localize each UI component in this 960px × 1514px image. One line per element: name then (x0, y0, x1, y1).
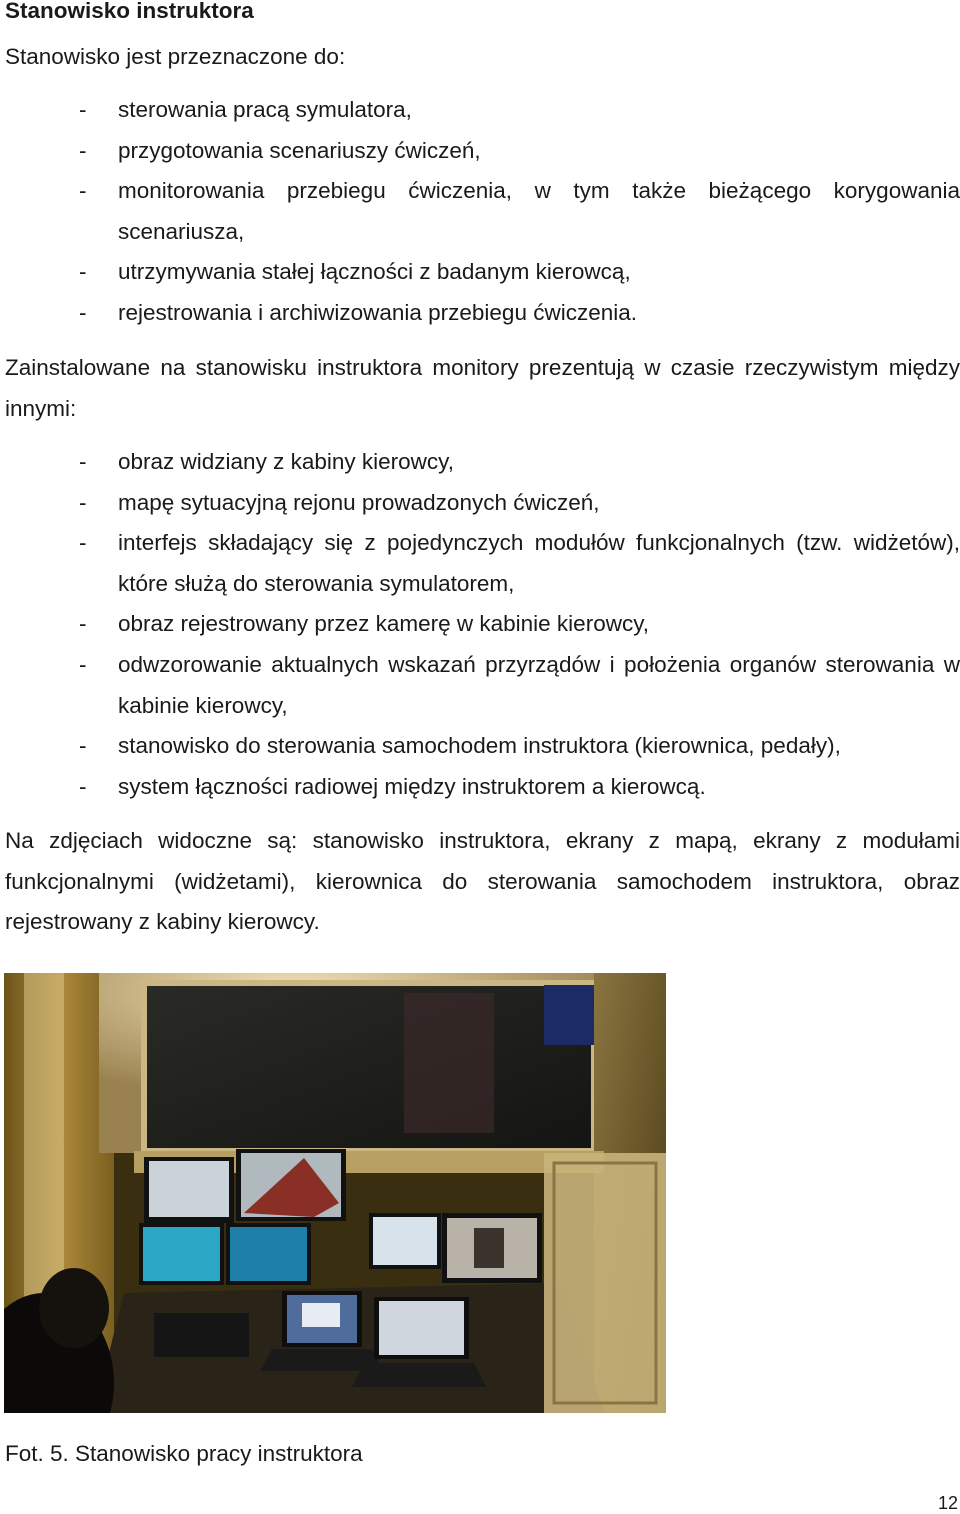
list-item: - stanowisko do sterowania samochodem instruktora (kierownica, pedały), (0, 726, 960, 767)
list-item: - interfejs składający się z pojedynczych modułów funkcjonalnych (tzw. widżetów), które służą do sterowania symulatorem, (0, 523, 960, 604)
photo-caption: Fot. 5. Stanowisko pracy instruktora (5, 1441, 363, 1466)
monitors-list (0, 442, 960, 807)
monitors-paragraph: Zainstalowane na stanowisku instruktora monitory prezentują w czasie rzeczywistym między innymi: (5, 355, 960, 421)
intro-paragraph: Stanowisko jest przeznaczone do: (5, 44, 346, 69)
purpose-list (0, 90, 960, 334)
list-item: - obraz rejestrowany przez kamerę w kabinie kierowcy, (0, 604, 960, 645)
instructor-station-photo (4, 973, 666, 1413)
list-item: - obraz widziany z kabiny kierowcy, (0, 442, 960, 483)
page-number: 12 (937, 1493, 958, 1513)
list-item: - odwzorowanie aktualnych wskazań przyrządów i położenia organów sterowania w kabinie kierowcy, (0, 645, 960, 726)
page-heading: Stanowisko instruktora (5, 0, 254, 23)
list-item: - sterowania pracą symulatora, (0, 90, 960, 131)
list-item: - rejestrowania i archiwizowania przebiegu ćwiczenia. (0, 293, 960, 334)
list-item: - system łączności radiowej między instruktorem a kierowcą. (0, 767, 960, 808)
list-item: - mapę sytuacyjną rejonu prowadzonych ćwiczeń, (0, 483, 960, 524)
list-item: - monitorowania przebiegu ćwiczenia, w tym także bieżącego korygowania scenariusza, (0, 171, 960, 252)
list-item: - przygotowania scenariuszy ćwiczeń, (0, 131, 960, 172)
photos-paragraph: Na zdjęciach widoczne są: stanowisko instruktora, ekrany z mapą, ekrany z modułami funkcjonalnymi (widżetami), kierownica do sterowania samochodem instruktora, obraz rejestrowany z kabiny kierowcy. (5, 828, 960, 935)
list-item: - utrzymywania stałej łączności z badanym kierowcą, (0, 252, 960, 293)
